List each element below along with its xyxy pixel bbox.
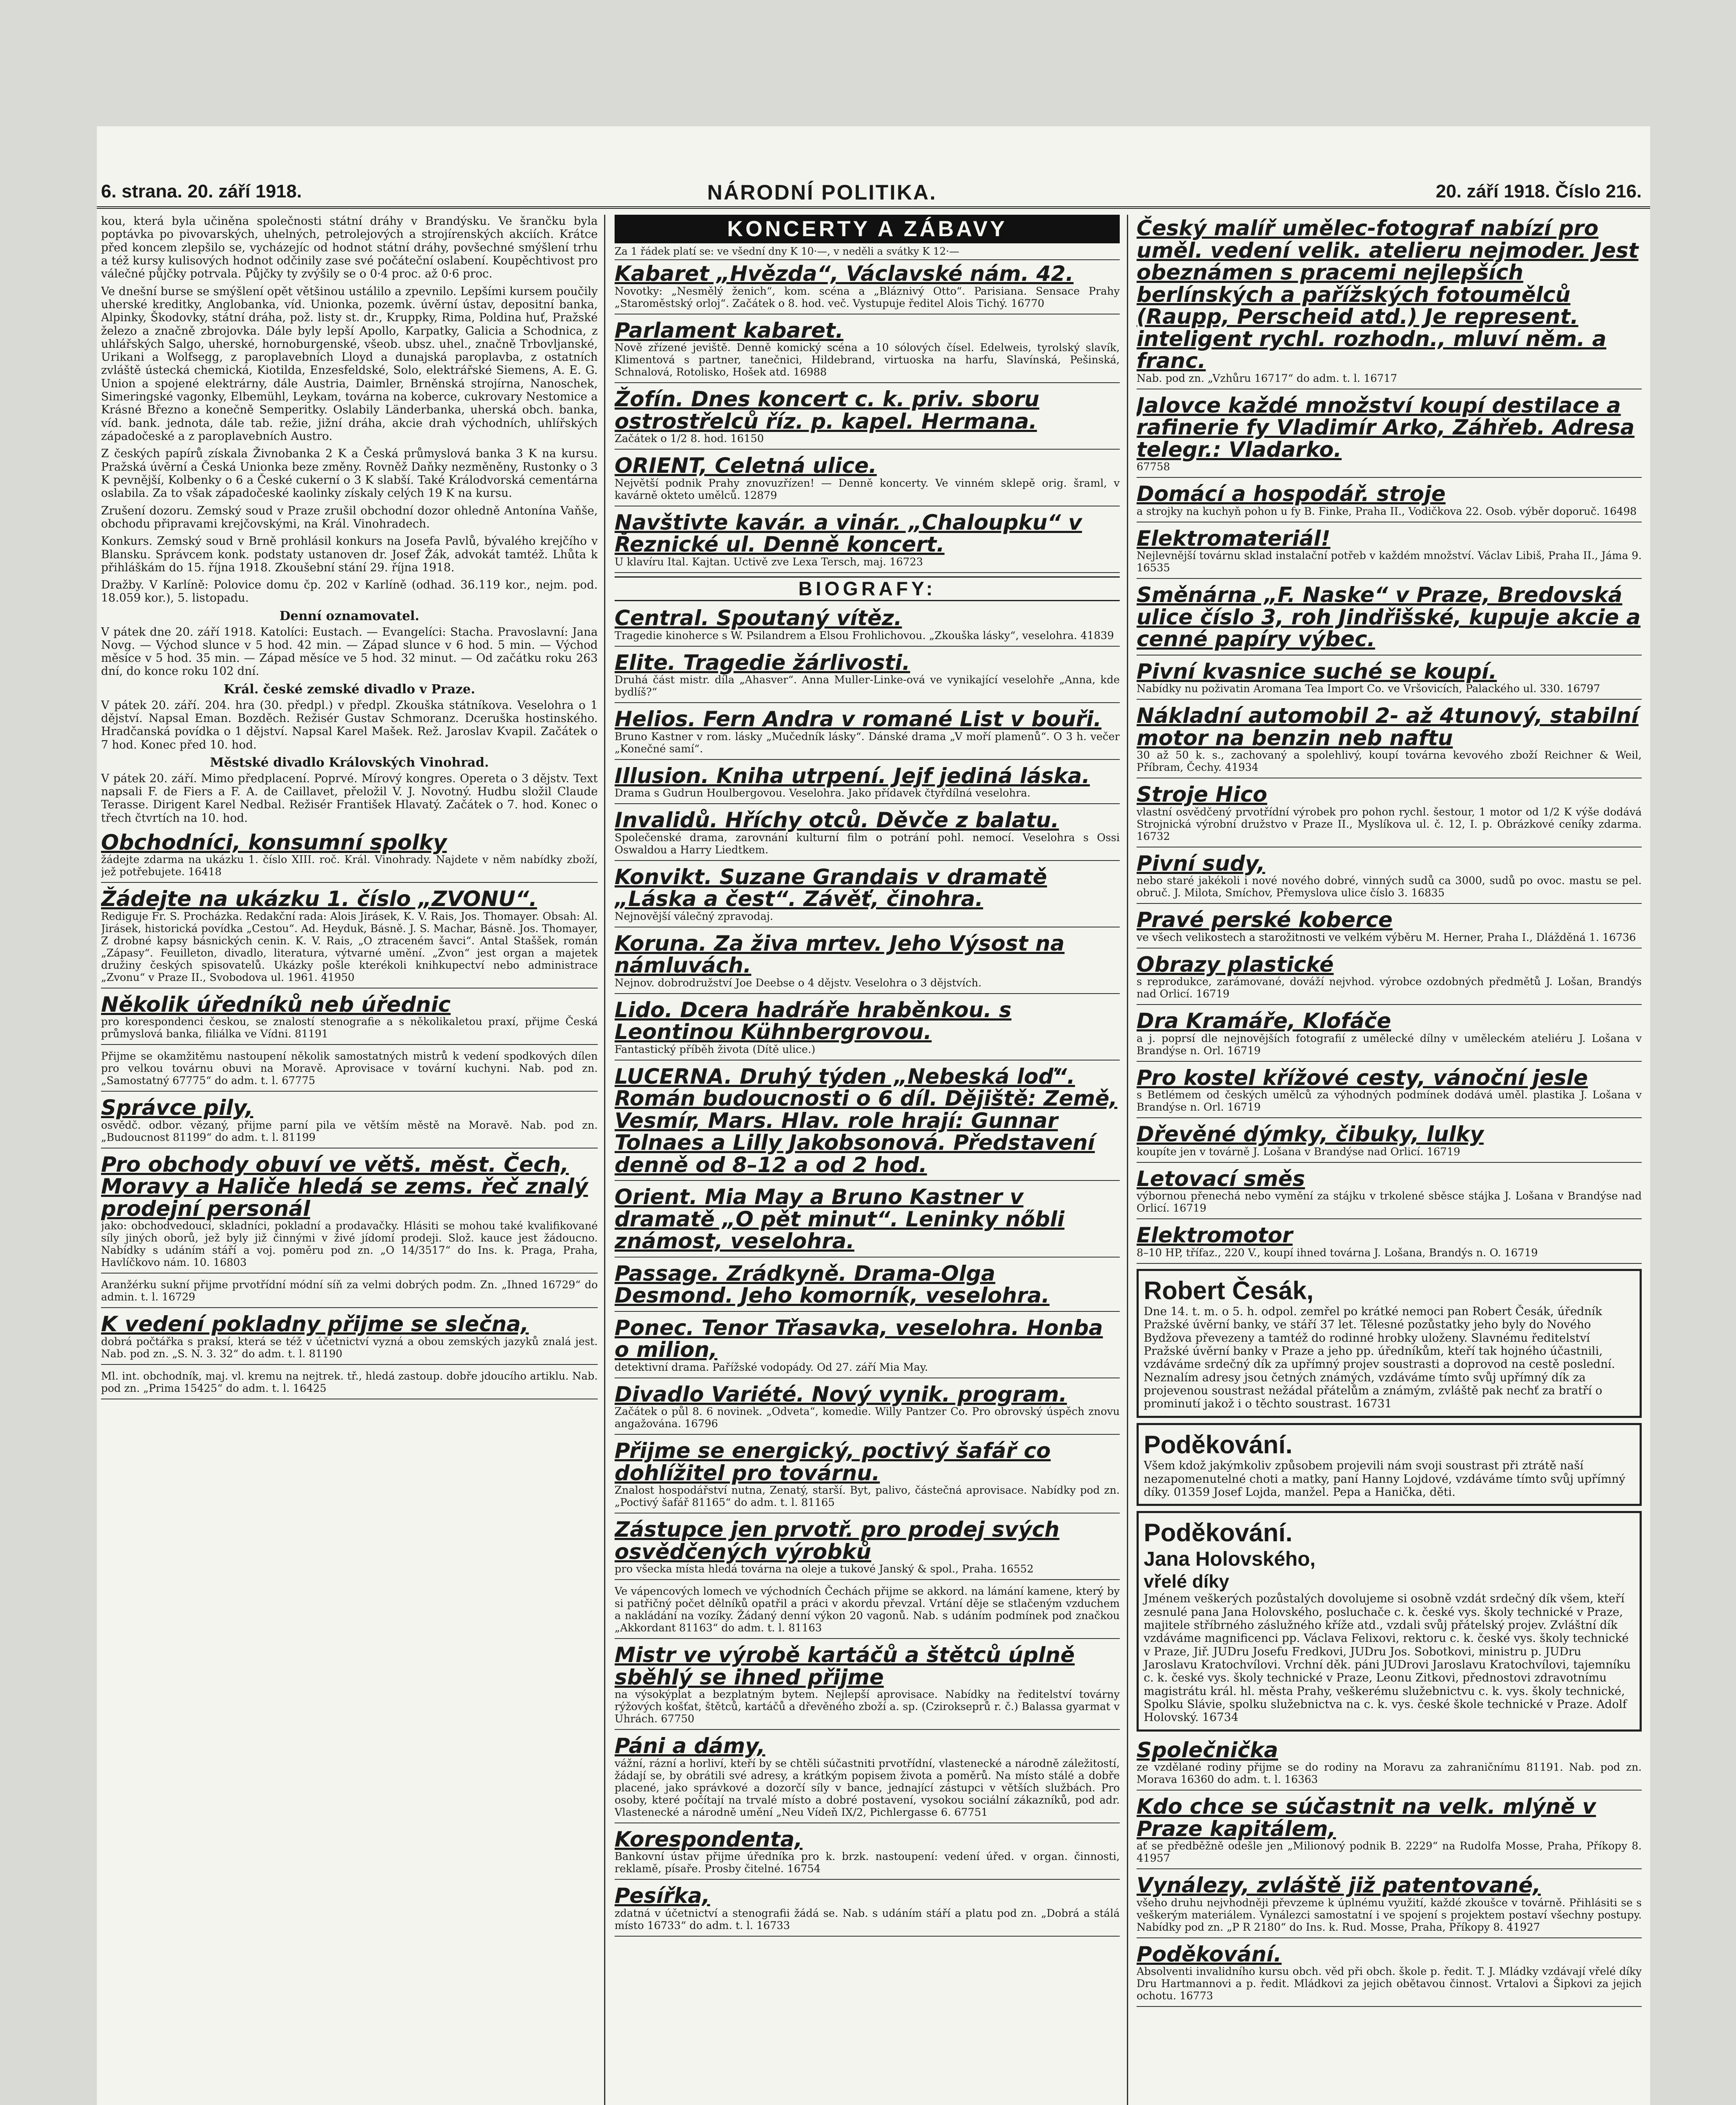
ad-headline: Pesířka, [615,1884,710,1908]
ad-headline: Dra Kramáře, Klofáče [1137,1009,1391,1033]
ad-headline: Pro kostel křížové cesty, vánoční jesle [1137,1065,1588,1090]
cinema-listing [615,997,1120,1060]
ad-body: Začátek o 1/2 8. hod. 16150 [615,432,764,445]
ad-headline: Pravé perské koberce [1137,908,1393,932]
ad-body: Drama s Gudrun Houlbergovou. Veselohra. Jako přídavek čtyřdílná veselohra. [615,787,1030,799]
classified-ad [101,1047,598,1092]
section-heading: Král. české zemské divadlo v Praze. [224,682,475,697]
article-paragraph: Zrušení dozoru. Zemský soud v Praze zrušil obchodní dozor ohledně Antonína Vaňše, obchodu připravami krejčovskými, na Král. Vinohradech. [101,504,598,530]
ad-body: Bankovní ústav přijme úředníka pro k. brzk. nastoupení: vedení úřed. v organ. činnosti, reklamě, písaře. Prosby čitelné. 16754 [615,1850,1120,1875]
classified-ad [1137,1222,1642,1264]
ad-headline: Český malíř umělec-fotograf nabízí pro uměl. vedení velik. atelieru nejmoder. Jest obeznámen s pracemi nejlepších berlínských a pařížských fotoumělců (Raupp, Perscheid atd.) Je represent. inteligent rychl. rozhodn., mluví něm. a franc. [1137,216,1639,373]
cinema-listing [615,1314,1120,1378]
classified-ad [1137,1872,1642,1938]
section-banner-cinemas: BIOGRAFY: [615,576,1120,601]
article-paragraph: Dražby. V Karlíně: Polovice domu čp. 202 v Karlíně (odhad. 36.119 kor., nejm. pod. 18.059 kor.), 5. listopadu. [101,578,598,605]
ad-body: zdatná v účetnictví a stenografii žádá se. Nab. s udáním stáří a platu pod zn. „Dobrá a stálá místo 16733“ do adm. t. l. 16733 [615,1907,1120,1932]
ad-body: ať se předběžně odešle jen „Milionový podnik B. 2229“ na Rudolfa Mosse, Praha, Příkopy 8. 41957 [1137,1840,1642,1865]
classified-ad [101,991,598,1045]
cinema-listing [615,762,1120,805]
ad-body: pro všecka místa hledá továrna na oleje a tukové Janský & spol., Praha. 16552 [615,1563,1034,1575]
ad-headline: K vedení pokladny přijme se slečna, [101,1312,529,1337]
classified-ad [101,1276,598,1308]
classified-ad [1137,525,1642,579]
ad-body: koupíte jen v továrně J. Lošana v Brandýse nad Orlicí. 16719 [1137,1145,1460,1158]
column-divider [604,215,605,2105]
cinema-listing [615,863,1120,927]
classified-ad [1137,658,1642,700]
ad-body: Rediguje Fr. S. Procházka. Redakční rada: Alois Jirásek, K. V. Rais, Jos. Thomayer. Obsah: Al. Jirásek, historická povídka „Cestou“. Ad. Heyduk, Básně. J. S. Machar, Básně. Jos. Thomayer, Z drobné kapsy básnických cenin. K. V. Rais, „O ztraceném šavci“. Antal Staššek, román „Zápasy“. Feuilleton, divadlo, literatura, výtvarné umění. „Zvon“ jest organ a majetek družiny českých spisovatelů. Ukázky pošle kterékoli knihkupectví nebo administrace „Zvonu“ v Praze II., Svobodova ul. 1961. 41950 [101,910,598,983]
section-banner-concerts: KONCERTY A ZÁBAVY [615,215,1120,243]
cinema-listing [615,1260,1120,1312]
ad-headline: Elektromateriál! [1137,526,1331,551]
ad-body: nebo staré jakékoli i nové nového dobré, vinných sudů ca 3000, sudů po ovoc. mastu se pel. obruč. J. Milota, Smíchov, Přemyslova ulice číslo 3. 16835 [1137,874,1642,899]
cinema-listing [615,930,1120,994]
ad-body: s Betlémem od českých umělců za výhodných podmínek dodává uměl. plastika J. Lošana v Brandýse n. Orl. 16719 [1137,1089,1642,1113]
ad-body: U klavíru Ital. Kajtan. Uctivě zve Lexa Tersch, maj. 16723 [615,555,923,568]
classified-ad [615,1882,1120,1937]
ad-headline: Páni a dámy, [615,1734,765,1758]
ad-body: žádejte zdarma na ukázku 1. číslo XIII. roč. Král. Vinohrady. Najdete v něm nabídky zboží, jež potřebujete. 16418 [101,853,598,878]
ad-body: s reprodukce, zarámované, dováží nejvhod. výrobce ozdobných předmětů J. Lošan, Brandýs nad Orlicí. 16719 [1137,975,1642,1000]
cinema-listing [615,649,1120,703]
ad-headline: Konvikt. Suzane Grandais v dramatě „Láska a čest“. Závěť, činohra. [615,864,1047,911]
ad-headline: ORIENT, Celetná ulice. [615,453,877,478]
classified-ad [615,1641,1120,1730]
ad-body: Bruno Kastner v rom. lásky „Mučedník lásky“. Dánské drama „V moří plamenů“. O 3 h. večer „Konečné samí“. [615,730,1120,755]
ad-body: vážní, rázní a horliví, kteří by se chtěli súčastniti prvotřídní, vlastenecké a národně záležitostí, žádají se, by obrátili své adresy, a krátkým popisem života a poměrů. Na místo stálé a dobře placené, jako správkové a dozorčí síly v bance, jednající zástupci v větších službách. Pro osoby, které počítají na trvalé místo a dobré postavení, vysokou sociální zákazníků, pod adr. Vlastenecké a národně umění „Neu Vídeň IX/2, Pichlergasse 6. 67751 [615,1757,1120,1818]
classified-ad [615,1516,1120,1580]
ad-body: Znalost hospodářství nutna, Zenatý, starší. Byt, palivo, částečná aprovisace. Nabídky pod zn. „Poctivý šafář 81165“ do adm. t. l. 81165 [615,1484,1120,1508]
ad-headline: Poděkování. [1137,1942,1282,1966]
column-2 [615,215,1120,2105]
ad-body: Nab. pod zn. „Vzhůru 16717“ do adm. t. l. 16717 [1137,372,1397,384]
ad-body: 8–10 HP, třífaz., 220 V., koupí ihned továrna J. Lošana, Brandýs n. O. 16719 [1137,1246,1538,1259]
ad-body: a j. poprsí dle nejnovějších fotografií z umělecké dílny v uměleckém ateliéru J. Lošana v Brandýse n. Orl. 16719 [1137,1032,1642,1057]
ad-headline: Obchodníci, konsumní spolky [101,830,447,855]
ad-body: Novotky: „Nesmělý ženich“, kom. scéna a „Bláznivý Otto“. Parisiana. Sensace Prahy „Staroměstský orloj“. Začátek o 8. hod. več. Vystupuje ředitel Alois Tichý. 16770 [615,285,1120,309]
classified-ad [101,1094,598,1148]
thanks-name: Jana Holovského, [1144,1548,1316,1570]
article-paragraph: V pátek dne 20. září 1918. Katolíci: Eustach. — Evangelíci: Stacha. Pravoslavní: Jana Novg. — Východ slunce v 5 hod. 42 min. — Západ slunce v 6 hod. 5 min. — Východ měsíce v 5 hod. 35 min. — Západ měsíce ve 5 hod. 32 minut. — Od začátku roku 263 dní, do konce roku 102 dní. [101,625,598,678]
ad-headline: Parlament kabaret. [615,318,844,343]
article-paragraph: Ve dnešní burse se smýšlení opět většinou ustálilo a zpevnilo. Lepšími kursem poučily uherské kreditky, Anglobanka, víd. Unionka, pozemk. úvěrní ústav, depositní banka, Alpinky, Škodovky, státní dráha, pož. listy st. dr., Kruppky, Rima, Poldina huť, Pražské železo a značně zbrojovka. Dále byly lepší Apollo, Karpatky, Galicia a Schodnica, z uhlářských Salgo, uherské, hornoburgenské, všeob. ubsz. uhel., značně Trbovljanské, Urikani a Wolfsegg, z paroplavebních Lloyd a dunajská paroplavba, z ostatních zvláště ústecká chemická, Kiotilda, Enzesfeldské, Solo, elektrářské Siemens, A. E. G. Union a spojené elektrárny, dále Austria, Daimler, Brněnská strojírna, Nanoschek, Simeringské vagonky, Elbemühl, Leykam, továrna na koberce, cukrovary Nestomice a Krásné Březno a konečně Semperitky. Oslabily Länderbanka, uherská obch. banka, víd. bank. jednota, dále tab. režie, jižní dráha, akcie drah východních, uhlířských západočeské a z paroplavebních Austro. [101,285,598,443]
newspaper-page [97,126,1650,2105]
cinema-listing [615,706,1120,760]
ad-headline: Kdo chce se súčastnit na velk. mlýně v Praze kapitálem, [1137,1794,1596,1841]
obituary-body: Dne 14. t. m. o 5. h. odpol. zemřel po krátké nemoci pan Robert Česák, úředník Pražské úvěrní banky, ve stáří 37 let. Tělesné pozůstatky jeho byly do Nového Bydžova převezeny a tamtéž do rodinné hrobky uloženy. Slavnému ředitelství Pražské úvěrní banky v Praze a jeho pp. úředníkům, kteří tak hojného účastnili, vzdáváme srdečný dík za upřímný projev soustrasti a doprovod na cestě poslední. Neznalím adresy jsou četných známých, vzdáváme tímto svůj upřímný dík za projevenou soustrast nežádal přátelům a známým, zvláště pak nechť za bratří o prominutí jakož i o těchto soustrast. 16731 [1144,1305,1615,1411]
classified-ad [615,386,1120,450]
ad-headline: Správce pily, [101,1095,253,1120]
ad-headline: Kabaret „Hvězda“, Václavské nám. 42. [615,261,1074,286]
ad-headline: Obrazy plastické [1137,952,1334,977]
classified-ad [101,1311,598,1365]
ad-body: a strojky na kuchyň pohon u fy B. Finke, Praha II., Vodičkova 22. Osob. výběr doporuč. 16498 [1137,505,1637,517]
ad-headline: Jalovce každé množství koupí destilace a rafinerie fy Vladimír Arko, Záhřeb. Adresa telegr.: Vladarko. [1137,393,1635,462]
classified-ad [1137,392,1642,478]
section-heading: Denní oznamovatel. [279,608,420,624]
ad-body: Ve vápencových lomech ve východních Čechách přijme se akkord. na lámání kamene, který by si patřičný počet dělníků opatřil a práci v akordu převzal. Vrtání děje se stlačeným vzduchem a nakládání na vozíky. Žádaný denní výkon 20 vagonů. Nab. s udáním podmínek pod značkou „Akkordant 81163“ do adm. t. l. 81163 [615,1585,1120,1634]
ad-body: Tragedie kinoherce s W. Psilandrem a Elsou Frohlichovou. „Zkouška lásky“, veselohra. 41839 [615,629,1114,642]
ad-body: Společenské drama, zarovnání kulturní film o potrání pohl. nemocí. Veselohra s Ossi Oswaldou a Harry Liedtkem. [615,831,1120,856]
classified-ad [615,1826,1120,1880]
ad-body: výbornou přenechá nebo vymění za stájku v trkolené sběsce stájka J. Lošana v Brandýse nad Orlicí. 16719 [1137,1190,1642,1214]
thanks-notice [1137,1511,1642,1731]
ad-body: detektivní drama. Pařížské vodopády. Od 27. září Mia May. [615,1361,928,1373]
ad-headline: Několik úředníků neb úřednic [101,992,451,1017]
thanks-title: Poděkování. [1144,1519,1293,1547]
ad-body: 67758 [1137,461,1170,473]
ad-headline: Elite. Tragedie žárlivosti. [615,650,911,675]
ad-headline: LUCERNA. Druhý týden „Nebeská loď“. Román budoucnosti o 6 díl. Dějiště: Země, Vesmír, Mars. Hlav. role hrají: Gunnar Tolnaes a Lilly Jakobsonová. Představení denně od 8–12 a od 2 hod. [615,1064,1118,1177]
cinema-listing [615,807,1120,861]
column-3 [1137,215,1642,2105]
ad-headline: Divadlo Variété. Nový vynik. program. [615,1382,1067,1407]
ad-headline: Korespondenta, [615,1827,803,1852]
classified-ad [101,1367,598,1399]
classified-ad [1137,1941,1642,2007]
classified-ad [1137,1165,1642,1220]
classified-ad [1137,581,1642,655]
cinema-listing [615,1063,1120,1181]
ad-headline: Ponec. Tenor Třasavka, veselohra. Honba o milion, [615,1315,1103,1362]
ad-body: na výsokýplat a bezplatným bytem. Nejlepší aprovisace. Nabídky na ředitelství továrny rýžových košťat, štětců, kartáčů a dřevěného zboží a. sp. (Czirokseprů r. č.) Balassa gyarmat v Uhrách. 67750 [615,1688,1120,1725]
classified-ad [615,317,1120,384]
ad-headline: Žofín. Dnes koncert c. k. priv. sboru ostrostřelců říz. p. kapel. Hermana. [615,387,1039,434]
ad-headline: Vynálezy, zvláště již patentované, [1137,1873,1541,1898]
ad-headline: Směnárna „F. Naske“ v Praze, Bredovská ulice číslo 3, roh Jindřišské, kupuje akcie a cenné papíry výbec. [1137,583,1641,651]
classified-ad [1137,1121,1642,1163]
section-heading: Městské divadlo Královských Vinohrad. [210,755,489,770]
article-paragraph: V pátek 20. září. Mimo předplacení. Poprvé. Mírový kongres. Opereta o 3 dějstv. Text napsali F. de Fiers a F. A. de Caillavet, přeložil V. J. Novotný. Hudbu složil Claude Terasse. Dirigent Karel Nedbal. Režisér František Hlavatý. Začátek o 7. hod. Konec o třech čtvrtích na 10. hod. [101,772,598,825]
classified-ad [615,260,1120,314]
classified-ad [1137,951,1642,1005]
ad-headline: Žádejte na ukázku 1. číslo „ZVONU“. [101,887,537,911]
ad-headline: Elektromotor [1137,1223,1293,1247]
ad-body: Nejlevnější továrnu sklad instalační potřeb v každém množství. Václav Libiš, Praha II., Jáma 9. 16535 [1137,549,1642,574]
classified-ad [101,885,598,989]
ad-body: osvědč. odbor. vězaný, přijme parní pila ve větším městě na Moravě. Nab. pod zn. „Budoucnost 81199“ do adm. t. l. 81199 [101,1119,598,1143]
ad-headline: Mistr ve výrobě kartáčů a štětců úplně sběhlý se ihned přijme [615,1643,1075,1689]
column-1 [101,215,598,2105]
ad-headline: Společnička [1137,1737,1278,1762]
header-page-number: 6. strana. 20. září 1918. [101,181,302,202]
thanks-dik: vřelé díky [1144,1571,1230,1592]
ad-body: Začátek o půl 8. 6 novinek. „Odveta“, komedie. Willy Pantzer Co. Pro obrovský úspěch znovu angažována. 16796 [615,1405,1120,1430]
ad-headline: Lido. Dcera hadráře hraběnkou. s Leontinou Kühnbergrovou. [615,997,1012,1044]
header-issue-number: 20. září 1918. Číslo 216. [1435,181,1642,202]
classified-ad [1137,1064,1642,1119]
ad-headline: Stroje Hico [1137,782,1267,807]
ad-body: Absolventi invalidního kursu obch. věd při obch. škole p. ředit. T. J. Mládky vzdávají vřelé díky Dru Hartmannovi a p. ředit. Mládkovi za jejich obětavou činnost. Vrtalovi a Šipkovi za jejich ochotu. 16773 [1137,1965,1642,2002]
ad-body: vlastní osvědčený prvotřídní výrobek pro pohon rychl. šestour, 1 motor od 1/2 K výše dodává Strojnická výrobní družstvo v Praze II., Myslíkova ul. č. 12, I. p. Obrázkové ceníky zdarma. 16732 [1137,805,1642,842]
obituary-name: Robert Česák, [1144,1276,1314,1305]
ad-body: ze vzdělané rodiny přijme se do rodiny na Moravu za zahraničnímu 81191. Nab. pod zn. Morava 16360 do adm. t. l. 16363 [1137,1761,1642,1786]
cinema-listing [615,1183,1120,1258]
classified-ad [615,1732,1120,1823]
ad-body: Nově zřízené jeviště. Denně komický scéna a 10 sólových čísel. Edelweis, tyrolský slavík, Klimentová s partner, tanečnici, Hildebrand, virtuoska na harfu, Slavínská, Pešinská, Schnalová, Rotolisko, Hošek atd. 16988 [615,341,1120,378]
classified-ad [1137,1007,1642,1062]
ad-body: Nabídky nu poživatin Aromana Tea Import Co. ve Vršovicích, Palackého ul. 330. 16797 [1137,682,1600,695]
ad-headline: Navštivte kavár. a vinár. „Chaloupku“ v Řeznické ul. Denně koncert. [615,510,1082,557]
ad-headline: Pivní kvasnice suché se koupí. [1137,659,1497,684]
thanks-notice [1137,1423,1642,1506]
thanks-title: Poděkování. [1144,1430,1293,1459]
ad-headline: Koruna. Za živa mrtev. Jeho Výsost na námluvách. [615,931,1065,978]
article-paragraph: Z českých papírů získala Živnobanka 2 K a Česká průmyslová banka 3 K na kursu. Pražská úvěrní a Česká Unionka beze změny. Rovněž Daňky nezměněny, Rustonky o 3 K pevnější, Kolbenky o 6 a České cukerní o 3 K slabší. Také Králodvorská cementárna oslabila. Za to však západočeské kaolinky získaly celých 19 K na kursu. [101,447,598,500]
ad-body: ve všech velikostech a starožitnosti ve velkém výběru M. Herner, Praha I., Dlážděná 1. 16736 [1137,931,1636,943]
thanks-body: Jménem veškerých pozůstalých dovolujeme si osobně vzdát srdečný dík všem, kteří zesnulé pana Jana Holovského, posluchače c. k. české vys. školy technické v Praze, majitele stříbrného záslužného kříže atd., vzdali svůj přátelský projev. Zvláštní dík vzdáváme magnificenci pp. Václava Felixovi, rektoru c. k. české vys. školy technické v Praze, Jiř. JUDru Josefu Fredkovi, JUDru Jos. Sobotkovi, ministru p. JUDru Jaroslavu Kratochvílovi. Vrchní děk. páni JUDrovi Jaroslavu Kratochvílovi, tajemníku c. k. české vys. školy technické v Praze, Leonu Zitkovi, přednostovi zdravotnímu magistrátu král. hl. města Prahy, veškerému služebnictvu c. k. vys. školy technické, Spolku Slávie, spolku služebnictva na c. k. vys. české škole technické v Praze. Adolf Holovský. 16734 [1144,1592,1631,1724]
ad-body: Druhá část mistr. díla „Ahasver“. Anna Muller-Linke-ová ve vynikající veselohře „Anna, kde bydlíš?“ [615,674,1120,698]
ad-body: dobrá počtářka s praksí, která se též v účetnictví vyzná a obou zemských jazyků znalá jest. Nab. pod zn. „S. N. 3. 32“ do adm. t. l. 81190 [101,1335,598,1360]
ad-headline: Dřevěné dýmky, čibuky, lulky [1137,1122,1484,1146]
ad-body: všeho druhu nejvhodněji převzeme k úplnému využití, každé zkoušce v továrně. Přihlásiti se s veškerým materiálem. Vynálezci samostatní i ve spojení s projektem postaví všechny postupy. Nabídky pod zn. „P R 2180“ do Ins. k. Rud. Mosse, Praha, Příkopy 8. 41927 [1137,1896,1642,1933]
thanks-body: Všem kdož jakýmkoliv způsobem projevili nám svoji soustrast při ztrátě naší nezapomenutelné choti a matky, paní Hanny Lojdové, vzdáváme tímto svůj upřímný díky. 01359 Josef Lojda, manžel. Pepa a Hanička, děti. [1144,1459,1626,1499]
classified-ad [1137,781,1642,847]
ad-headline: Illusion. Kniha utrpení. Jejf jediná láska. [615,763,1090,788]
page-header [97,177,1650,209]
ad-body: pro korespondenci českou, se znalostí stenografie a s několikaletou praxí, přijme Česká průmyslová banka, filiálka ve Vídni. 81191 [101,1015,598,1040]
ad-headline: Orient. Mia May a Bruno Kastner v dramatě „O pět minut“. Leninky nőbli známost, veselohra. [615,1185,1065,1253]
classified-ad [101,829,598,883]
ad-headline: Passage. Zrádkyně. Drama-Olga Desmond. Jeho komorník, veselohra. [615,1261,1050,1308]
article-paragraph: Konkurs. Zemský soud v Brně prohlásil konkurs na Josefa Pavlů, bývalého krejčího v Blansku. Správcem konk. podstaty ustanoven dr. Josef Žák, advokát tamtéž. Lhůta k přihláškám do 15. října 1918. Zkoušební stání 29. října 1918. [101,535,598,574]
cinema-listing [615,605,1120,647]
classified-ad [615,452,1120,506]
ad-body: Ml. int. obchodník, maj. vl. kremu na nejtrek. tř., hledá zastoup. dobře jdoucího artiklu. Nab. pod zn. „Prima 15425“ do adm. t. l. 16425 [101,1370,598,1394]
masthead-title: NÁRODNÍ POLITIKA. [707,181,937,204]
ad-headline: Invalidů. Hříchy otců. Děvče z balatu. [615,808,1059,832]
classified-ad [1137,906,1642,949]
ad-headline: Central. Spoutaný vítěz. [615,606,902,630]
ad-body: jako: obchodvedoucí, skladníci, pokladní a prodavačky. Hlásiti se mohou také kvalifikované síly jiných oborů, jež byly již činnými v živé jídomí prodeji. Slož. kauce jest žádoucno. Nabídky s udáním stáří a voj. poměru pod zn. „O 14/3517“ do Ins. k. Praga, Praha, Havlíčkovo nám. 10. 16803 [101,1220,598,1269]
classified-ad [101,1151,598,1274]
ad-headline: Pro obchody obuví ve větš. měst. Čech, Moravy a Haliče hledá se zems. řeč znalý prodejní personál [101,1152,588,1221]
ad-headline: Domácí a hospodář. stroje [1137,482,1446,506]
ad-headline: Zástupce jen prvotř. pro prodej svých osvědčených výrobků [615,1517,1060,1564]
ad-body: Nejnov. dobrodružství Joe Deebse o 4 dějstv. Veselohra o 3 dějstvích. [615,976,982,989]
banner-note: Za 1 řádek platí se: ve všední dny K 10·—, v neděli a svátky K 12·— [615,246,1120,260]
classified-ad [615,1583,1120,1639]
obituary-notice [1137,1269,1642,1418]
column-divider [1127,215,1128,2105]
ad-body: Fantastický příběh života (Dítě ulice.) [615,1043,815,1055]
ad-body: Přijme se okamžitěmu nastoupení několik samostatných mistrů k vedení spodkových dílen pro velkou továrnu obuvi na Moravě. Aprovisace v tovární kuchyni. Nab. pod zn. „Samostatný 67775“ do adm. t. l. 67775 [101,1050,598,1087]
classified-ad [615,509,1120,573]
ad-headline: Helios. Fern Andra v romané List v bouři. [615,707,1102,731]
cinema-listing [615,1381,1120,1435]
classified-ad [1137,1793,1642,1869]
ad-headline: Letovací směs [1137,1166,1305,1191]
ad-body: Aranžérku sukní přijme prvotřídní módní síň za velmi dobrých podm. Zn. „Ihned 16729“ do admin. t. l. 16729 [101,1279,598,1303]
ad-body: Největší podnik Prahy znovuzřízen! — Denně koncerty. Ve vinném sklepě orig. šraml, v kavárně okteto umělců. 12879 [615,477,1120,501]
article-paragraph: kou, která byla učiněna společnosti státní dráhy v Brandýsku. Ve šrančku byla poptávka po pivovarských, uhelných, petrolejových a strojírenských akciích. Krátce před koncem zlepšilo se, vycházejíc od hodnot státní dráhy, povšechné smýšlení trhu a též kursy kulisových hodnot odčinily zase své počáteční oslabení. Koupěchtivost pro válečné půjčky potrvala. Půjčky ty zvýšily se o 0·4 proc. až 0·6 proc. [101,215,598,281]
ad-body: 30 až 50 k. s., zachovaný a spolehlivý, koupí továrna kevového zboží Reichner & Weil, Příbram, Čechy. 41934 [1137,749,1642,773]
classified-ad [1137,1737,1642,1791]
classified-ad [1137,215,1642,389]
classified-ad [1137,850,1642,904]
ad-headline: Nákladní automobil 2- až 4tunový, stabilní motor na benzin neb naftu [1137,703,1639,750]
classified-ad [615,1437,1120,1513]
classified-ad [1137,480,1642,522]
ad-headline: Přijme se energický, poctivý šafář co dohlížitel pro továrnu. [615,1439,1051,1485]
article-paragraph: V pátek 20. září. 204. hra (30. předpl.) v předpl. Zkouška státníkova. Veselohra o 1 dějství. Napsal Eman. Bozděch. Režisér Gustav Schmoranz. Dceruška hostinského. Hradčanská povídka o 1 dějství. Napsal Karel Mašek. Rež. Jaroslav Kvapil. Začátek o 7 hod. Konec před 10. hod. [101,698,598,751]
classified-ad [1137,702,1642,778]
ad-body: Nejnovější válečný zpravodaj. [615,910,773,922]
ad-headline: Pivní sudy, [1137,851,1265,876]
